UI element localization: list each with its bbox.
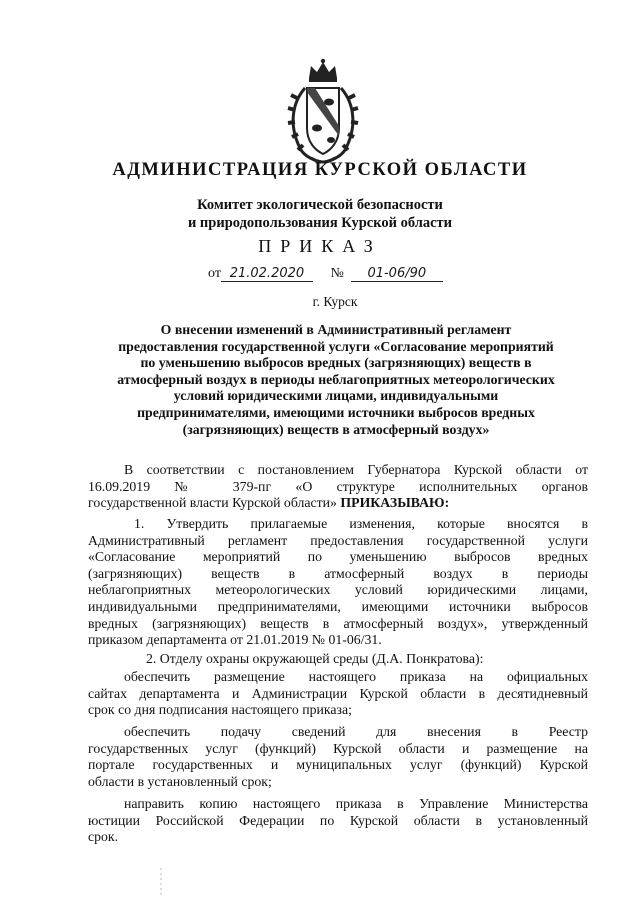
item1-line: Административный регламент предоставления государственной услуги	[88, 532, 588, 548]
item1-line: «Согласование мероприятий по уменьшению выбросов вредных	[88, 549, 588, 565]
item2c-line: направить копию настоящего приказа в Управление Министерства	[124, 796, 588, 811]
order-word: ПРИКАЗЫВАЮ:	[340, 495, 450, 511]
title-line: предпринимателями, имеющими источники выбросов вредных	[137, 404, 535, 420]
item1-line: неблагоприятных метеорологических условий юридическими лицами,	[88, 582, 588, 598]
item2c-line: юстиции Российской Федерации по Курской области в установленный	[88, 812, 588, 828]
preamble-line: В соответствии с постановлением Губернатора Курской области от	[124, 462, 588, 477]
document-title	[82, 322, 590, 438]
committee-name	[0, 196, 640, 232]
title-line: условий юридическими лицами, индивидуальными	[173, 388, 499, 404]
date-prefix: от	[208, 266, 221, 281]
item1-line: приказом департамента от 21.01.2019 № 01-06/31.	[88, 632, 382, 648]
item2a-line: срок со дня подписания настоящего приказа;	[88, 702, 352, 718]
item2a-line: сайтах департамента и Администрации Курской области в десятидневный	[88, 685, 588, 701]
item1-line: (загрязняющих) веществ в атмосферный воздух в периоды	[88, 565, 588, 581]
item-2c	[88, 796, 588, 846]
item2b-line: государственных услуг (функций) Курской области и размещение на	[88, 740, 588, 756]
committee-line: и природопользования Курской области	[187, 215, 453, 231]
item1-line: 1. Утвердить прилагаемые изменения, которые вносятся в	[134, 516, 588, 531]
title-line: атмосферный воздух в периоды неблагоприятных метеорологических	[117, 371, 555, 387]
item-2-head	[88, 651, 588, 668]
title-line: (загрязняющих) веществ в атмосферный воздух»	[182, 421, 490, 437]
item2a-line: обеспечить размещение настоящего приказа на официальных	[124, 669, 588, 684]
title-line: О внесении изменений в Административный регламент	[160, 322, 512, 337]
item1-line: индивидуальными предпринимателями, имеющими источники выбросов	[88, 598, 588, 614]
document-type: ПРИКАЗ	[258, 236, 382, 256]
item-2b	[88, 724, 588, 790]
title-line: предоставления государственной услуги «Согласование мероприятий	[118, 338, 554, 354]
item-1	[88, 516, 588, 649]
item2c-line: срок.	[88, 829, 119, 845]
preamble-text: государственной власти Курской области»	[88, 495, 337, 511]
committee-line: Комитет экологической безопасности	[197, 197, 443, 213]
item2b-line: области в установленный срок;	[88, 773, 272, 789]
item-2a	[88, 669, 588, 719]
number-prefix: №	[330, 266, 344, 281]
date-number-line	[208, 266, 468, 282]
item1-line: вредных (загрязняющих) веществ в атмосферный воздух», утвержденный	[88, 615, 588, 631]
coat-of-arms-icon	[285, 58, 361, 166]
item2b-line: портале государственных и муниципальных услуг (функций) Курской	[88, 757, 588, 773]
handwritten-date: 21.02.2020	[221, 266, 313, 282]
scan-artifact	[160, 868, 162, 896]
title-line: по уменьшению выбросов вредных (загрязняющих) веществ в	[140, 355, 532, 371]
city: г. Курск	[312, 294, 358, 309]
preamble	[88, 462, 588, 512]
item-2-heading: 2. Отделу охраны окружающей среды (Д.А. Понкратова):	[146, 651, 484, 666]
preamble-line: 16.09.2019 № 379-пг «О структуре исполнительных органов	[88, 478, 588, 494]
item2b-line: обеспечить подачу сведений для внесения в Реестр	[124, 724, 588, 739]
preamble-line	[88, 495, 588, 512]
handwritten-number: 01-06/90	[351, 266, 443, 282]
organization-title: АДМИНИСТРАЦИЯ КУРСКОЙ ОБЛАСТИ	[112, 160, 528, 180]
